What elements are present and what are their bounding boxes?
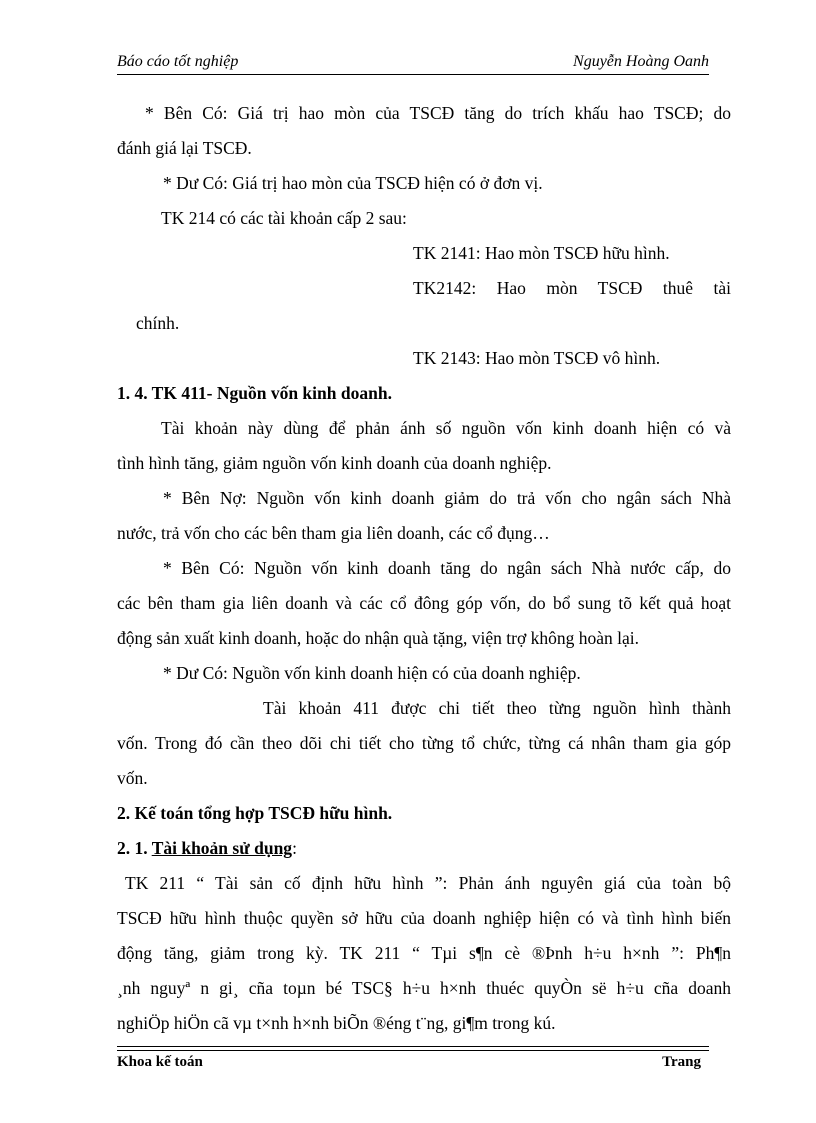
section-heading-2: 2. Kế toán tổng hợp TSCĐ hữu hình. — [117, 803, 393, 823]
section-heading-2-1-title: Tài khoản sử dụng — [151, 838, 293, 858]
page-header — [117, 50, 709, 75]
header-report-title: Báo cáo tốt nghiệp — [117, 53, 239, 70]
section-heading-1-4 — [117, 376, 731, 411]
document-body — [117, 96, 731, 1041]
ben-co-paragraph: * Bên Có: Giá trị hao mòn của TSCĐ tăng do trích khấu hao TSCĐ; do — [145, 103, 731, 123]
du-co-paragraph: * Dư Có: Giá trị hao mòn của TSCĐ hiện có ở đơn vị. — [163, 173, 543, 193]
ben-co-paragraph-cont: đánh giá lại TSCĐ. — [117, 138, 252, 158]
tk211-paragraph: TK 211 “ Tài sản cố định hữu hình ”: Phản ánh nguyên giá của toàn bộ — [125, 873, 731, 893]
tk411-description-cont: tình hình tăng, giảm nguồn vốn kinh doanh của doanh nghiệp. — [117, 453, 552, 473]
tk2143-line: TK 2143: Hao mòn TSCĐ vô hình. — [413, 348, 661, 368]
ben-co-2-paragraph-cont-1: các bên tham gia liên doanh và các cổ đông góp vốn, do bổ sung tõ kết quả hoạt — [117, 593, 731, 613]
section-heading-1-4-title: Nguồn vốn kinh doanh. — [216, 383, 392, 403]
tk211-paragraph-cont-2: động tăng, giảm trong kỳ. TK 211 “ Tµi s¶n cè ®Þnh h÷u h×nh ”: Ph¶n — [117, 943, 731, 963]
page-footer — [117, 1046, 709, 1070]
ben-co-2-paragraph-cont-2: động sản xuất kinh doanh, hoặc do nhận quà tặng, viện trợ không hoàn lại. — [117, 628, 639, 648]
ben-no-paragraph-cont: nước, trả vốn cho các bên tham gia liên doanh, các cổ đụng… — [117, 523, 550, 543]
section-heading-2-1-number: 2. 1. — [117, 838, 152, 858]
tk211-paragraph-cont-1: TSCĐ hữu hình thuộc quyền sở hữu của doanh nghiệp hiện có và tình hình biến — [117, 908, 731, 928]
tk411-detail-paragraph-cont: vốn. Trong đó cần theo dõi chi tiết cho từng tổ chức, từng cá nhân tham gia góp — [117, 733, 731, 753]
section-heading-2-1-colon: : — [292, 838, 297, 858]
header-author-name: Nguyễn Hoàng Oanh — [573, 53, 709, 70]
tk2142-line: TK2142: Hao mòn TSCĐ thuê tài — [413, 278, 731, 298]
tk2141-line: TK 2141: Hao mòn TSCĐ hữu hình. — [413, 243, 670, 263]
footer-rule-bottom — [117, 1050, 709, 1051]
du-co-2-paragraph: * Dư Có: Nguồn vốn kinh doanh hiện có của doanh nghiệp. — [163, 663, 581, 683]
tk411-description: Tài khoản này dùng để phản ánh số nguồn vốn kinh doanh hiện có và — [161, 418, 731, 438]
section-heading-1-4-number: 1. 4. TK 411- — [117, 383, 217, 403]
tk211-paragraph-cont-4: nghiÖp hiÖn cã vµ t×nh h×nh biÕn ®éng t¨ng, gi¶m trong kú. — [117, 1013, 556, 1033]
tk2142-line-cont: chính. — [136, 313, 180, 333]
tk411-detail-paragraph: Tài khoản 411 được chi tiết theo từng nguồn hình thành — [263, 698, 731, 718]
tk211-paragraph-cont-3: ¸nh nguyª n gi¸ cña toµn bé TSC§ h÷u h×nh thuéc quyÒn së h÷u cña doanh — [117, 978, 731, 998]
footer-page-label: Trang — [662, 1054, 701, 1070]
ben-co-2-paragraph: * Bên Có: Nguồn vốn kinh doanh tăng do ngân sách Nhà nước cấp, do — [163, 558, 731, 578]
ben-no-paragraph: * Bên Nợ: Nguồn vốn kinh doanh giảm do trả vốn cho ngân sách Nhà — [163, 488, 731, 508]
tk214-intro: TK 214 có các tài khoản cấp 2 sau: — [161, 208, 407, 228]
section-heading-2-1 — [117, 831, 731, 866]
footer-department: Khoa kế toán — [117, 1054, 203, 1070]
tk411-detail-paragraph-end: vốn. — [117, 768, 148, 788]
